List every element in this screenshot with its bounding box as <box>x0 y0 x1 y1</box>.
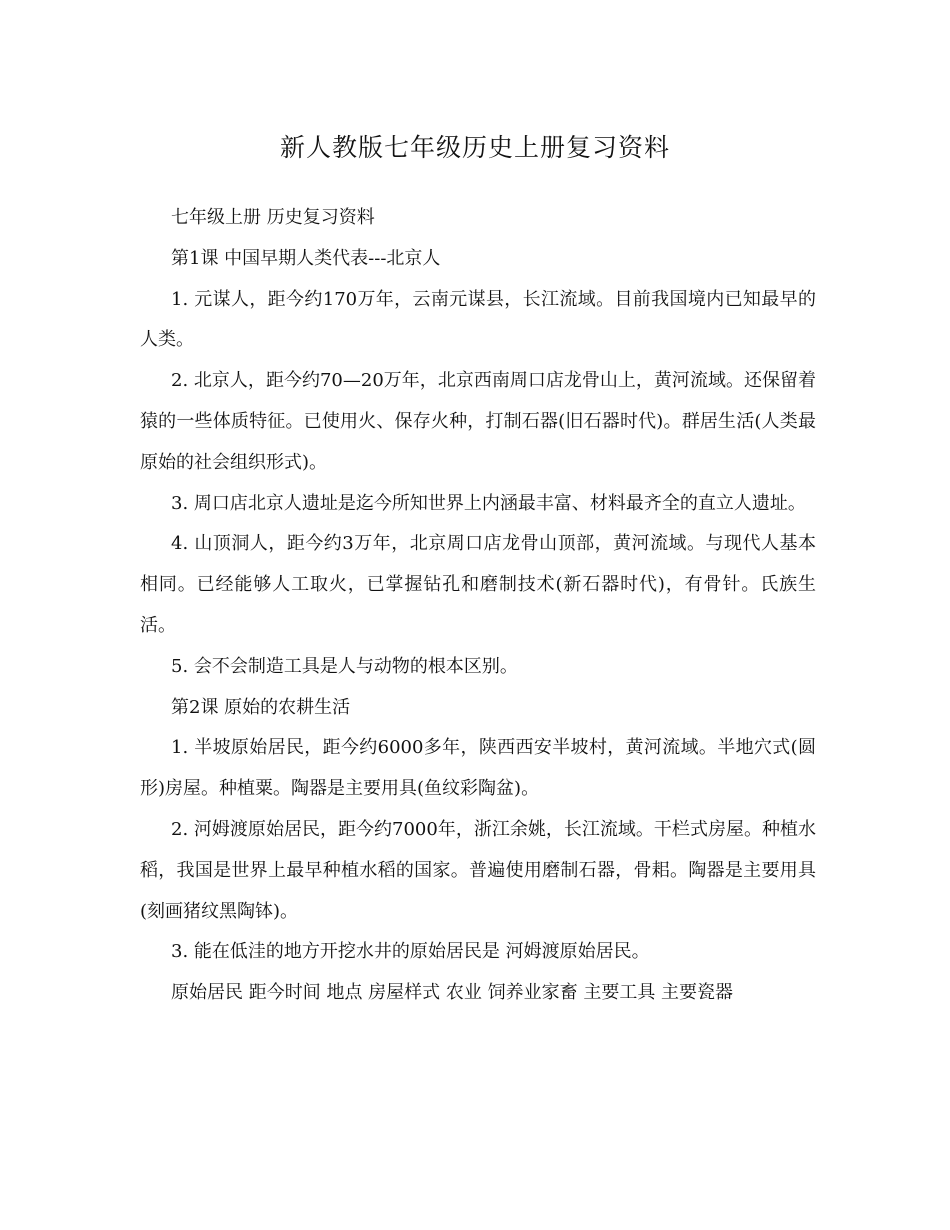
paragraph: 4. 山顶洞人，距今约3万年，北京周口店龙骨山顶部，黄河流域。与现代人基本相同。已经能够人工取火，已掌握钻孔和磨制技术(新石器时代)，有骨针。氏族生活。 <box>140 533 816 636</box>
paragraph: 3. 周口店北京人遗址是迄今所知世界上内涵最丰富、材料最齐全的直立人遗址。 <box>171 492 806 514</box>
paragraph: 1. 半坡原始居民，距今约6000多年，陕西西安半坡村，黄河流域。半地穴式(圆形)房屋。种植粟。陶器是主要用具(鱼纹彩陶盆)。 <box>140 737 816 800</box>
table-header-row: 原始居民 距今时间 地点 房屋样式 农业 饲养业家畜 主要工具 主要瓷器 <box>171 982 734 1004</box>
document-body <box>140 198 816 1014</box>
lesson-1-heading: 第1课 中国早期人类代表---北京人 <box>171 247 441 269</box>
paragraph: 3. 能在低洼的地方开挖水井的原始居民是 河姆渡原始居民。 <box>171 941 650 963</box>
paragraph-subtitle: 七年级上册 历史复习资料 <box>171 207 375 228</box>
paragraph: 5. 会不会制造工具是人与动物的根本区别。 <box>171 655 518 677</box>
paragraph: 2. 北京人，距今约70—20万年，北京西南周口店龙骨山上，黄河流域。还保留着猿的一些体质特征。已使用火、保存火种，打制石器(旧石器时代)。群居生活(人类最原始的社会组织形式)。 <box>140 370 816 473</box>
paragraph: 1. 元谋人，距今约170万年，云南元谋县，长江流域。目前我国境内已知最早的人类。 <box>140 288 816 351</box>
document-title: 新人教版七年级历史上册复习资料 <box>279 133 670 162</box>
lesson-2-heading: 第2课 原始的农耕生活 <box>171 696 351 718</box>
paragraph: 2. 河姆渡原始居民，距今约7000年，浙江余姚，长江流域。干栏式房屋。种植水稻，我国是世界上最早种植水稻的国家。普遍使用磨制石器，骨耜。陶器是主要用具(刻画猪纹黑陶钵)。 <box>140 818 816 922</box>
